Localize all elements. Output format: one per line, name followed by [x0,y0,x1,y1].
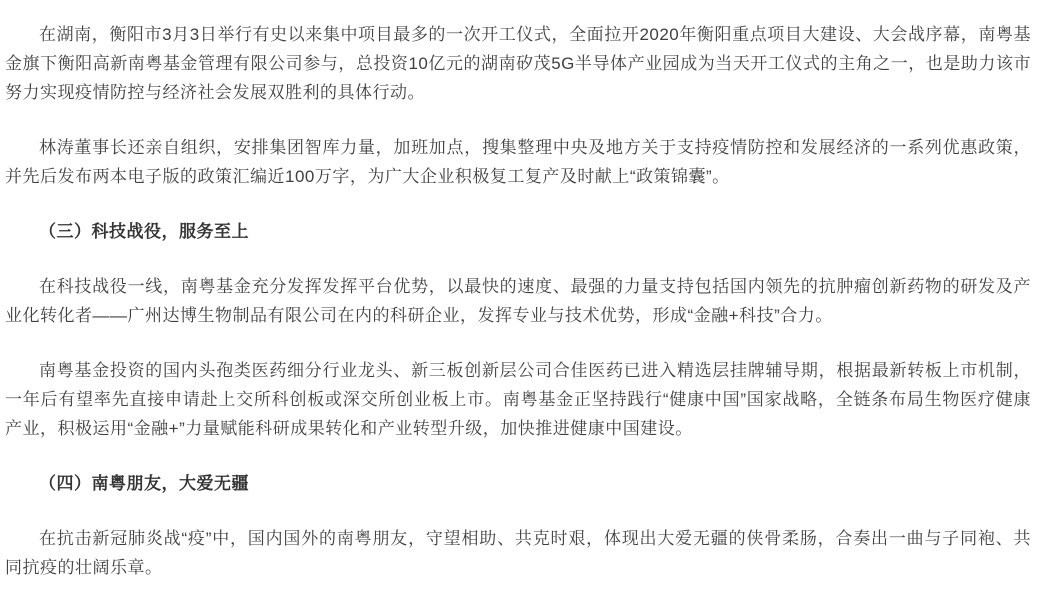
section-heading-4-nanyue-friends: （四）南粤朋友，大爱无疆 [39,474,249,493]
paragraph-tech-frontline: 在科技战役一线，南粤基金充分发挥发挥平台优势，以最快的速度、最强的力量支持包括国内领先的抗肿瘤创新药物的研发及产业化转化者——广州达博生物制品有限公司在内的科研企业，发挥专业与技术优势，形成“金融+科技”合力。 [5,277,1031,325]
section-heading-3-tech-battle: （三）科技战役，服务至上 [39,222,249,241]
paragraph-hejia-pharma-listing: 南粤基金投资的国内头孢类医药细分行业龙头、新三板创新层公司合佳医药已进入精选层挂牌辅导期，根据最新转板上市机制，一年后有望率先直接申请赴上交所科创板或深交所创业板上市。南粤基金正坚持践行“健康中国”国家战略，全链条布局生物医疗健康产业，积极运用“金融+”力量赋能科研成果转化和产业转型升级，加快推进健康中国建设。 [5,361,1031,438]
article-body [0,20,1038,582]
paragraph-hunan-groundbreaking: 在湖南，衡阳市3月3日举行有史以来集中项目最多的一次开工仪式，全面拉开2020年衡阳重点项目大建设、大会战序幕，南粤基金旗下衡阳高新南粤基金管理有限公司参与，总投资10亿元的湖南矽茂5G半导体产业园成为当天开工仪式的主角之一，也是助力该市努力实现疫情防控与经济社会发展双胜利的具体行动。 [5,25,1031,102]
paragraph-policy-compilation: 林涛董事长还亲自组织，安排集团智库力量，加班加点，搜集整理中央及地方关于支持疫情防控和发展经济的一系列优惠政策，并先后发布两本电子版的政策汇编近100万字，为广大企业积极复工复产及时献上“政策锦囊”。 [5,138,1031,186]
paragraph-anti-epidemic-friends: 在抗击新冠肺炎战“疫”中，国内国外的南粤朋友，守望相助、共克时艰，体现出大爱无疆的侠骨柔肠，合奏出一曲与子同袍、共同抗疫的壮阔乐章。 [5,529,1031,577]
